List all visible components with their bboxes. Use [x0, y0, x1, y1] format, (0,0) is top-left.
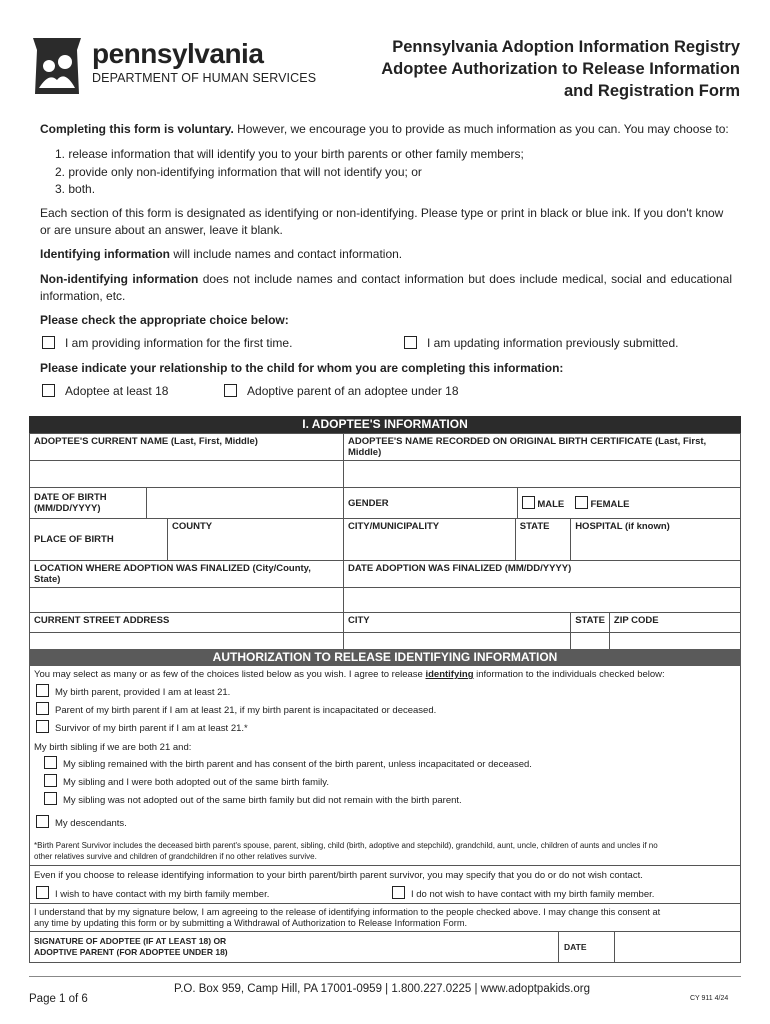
contact-intro: Even if you choose to release identifying information to your birth parent/birth parent survivor, you may specify that you do or do not wish contact. — [34, 870, 643, 881]
voluntary-text: Completing this form is voluntary. However, we encourage you to provide as much information as you can. You may choose to: — [40, 122, 729, 136]
county-field[interactable]: COUNTY — [168, 519, 344, 561]
place-of-birth-label: PLACE OF BIRTH — [30, 519, 168, 561]
checkbox[interactable] — [392, 886, 405, 899]
dob-label: DATE OF BIRTH (MM/DD/YYYY) — [30, 488, 147, 519]
first-time-option[interactable]: I am providing information for the first time. — [42, 336, 292, 350]
sibling-both-adopted-option[interactable]: My sibling and I were both adopted out of the same birth family. — [44, 774, 329, 788]
contact-yes-option[interactable]: I wish to have contact with my birth family member. — [36, 886, 269, 900]
check-prompt: Please check the appropriate choice below: — [40, 313, 289, 327]
department-name: DEPARTMENT OF HUMAN SERVICES — [92, 71, 317, 85]
checkbox[interactable] — [404, 336, 417, 349]
sibling-remained-option[interactable]: My sibling remained with the birth parent and has consent of the birth parent, unless incapacitated or deceased. — [44, 756, 532, 770]
birth-state-field[interactable]: STATE — [515, 519, 570, 561]
survivor-footnote: *Birth Parent Survivor includes the deceased birth parent's spouse, parent, sibling, child (birth, adoptive and stepchild), grandchild, aunt, uncle, children of aunts and uncles if no other relatives survive and children of grandchildren if no other relatives survive. — [34, 841, 658, 861]
brand-name: pennsylvania — [92, 38, 264, 69]
keystone-logo-icon — [27, 36, 87, 96]
adoptive-parent-option[interactable]: Adoptive parent of an adoptee under 18 — [224, 384, 459, 398]
city-municipality-field[interactable]: CITY/MUNICIPALITY — [344, 519, 516, 561]
checkbox[interactable] — [44, 774, 57, 787]
choice-list: 1. release information that will identify you to your birth parents or other family members; 2. provide only non-identifying information that will not identify you; or 3. both. — [55, 147, 524, 196]
auth-intro: You may select as many or as few of the choices listed below as you wish. I agree to release identifying information to the individuals checked below: — [34, 669, 665, 680]
date-finalized-field[interactable] — [344, 588, 741, 613]
signature-label: SIGNATURE OF ADOPTEE (IF AT LEAST 18) OR ADOPTIVE PARENT (FOR ADOPTEE UNDER 18) — [34, 936, 228, 957]
current-name-label: ADOPTEE'S CURRENT NAME (Last, First, Middle) — [30, 434, 344, 461]
sibling-intro: My birth sibling if we are both 21 and: — [34, 742, 192, 753]
footer-contact: P.O. Box 959, Camp Hill, PA 17001-0959 | 1.800.227.0225 | www.adoptpakids.org — [174, 983, 590, 995]
sibling-not-adopted-option[interactable]: My sibling was not adopted out of the same birth family but did not remain with the birth parent. — [44, 792, 462, 806]
section-adoptee-header: I. ADOPTEE'S INFORMATION — [29, 416, 741, 433]
checkbox[interactable] — [36, 684, 49, 697]
zip-label: ZIP CODE — [609, 613, 740, 633]
original-name-field[interactable] — [344, 461, 741, 488]
location-finalized-label: LOCATION WHERE ADOPTION WAS FINALIZED (City/County, State) — [30, 561, 344, 588]
updating-option[interactable]: I am updating information previously submitted. — [404, 336, 678, 350]
nonidentifying-text: Non-identifying information does not include names and contact information but does include medical, social and educational information, etc. — [40, 272, 732, 303]
signature-field[interactable] — [230, 932, 558, 962]
gender-label: GENDER — [344, 488, 518, 519]
checkbox[interactable] — [44, 792, 57, 805]
signature-statement: I understand that by my signature below, I am agreeing to the release of identifying information to the people checked above. I may change this consent at any time by updating this form or by submitting a Withdrawal of Authorization to Release Information Form. — [34, 907, 661, 928]
authorization-header: AUTHORIZATION TO RELEASE IDENTIFYING INFORMATION — [29, 649, 741, 666]
authorization-section — [29, 666, 741, 963]
checkbox[interactable] — [36, 886, 49, 899]
gender-options — [517, 488, 740, 519]
checkbox[interactable] — [42, 384, 55, 397]
parent-of-birth-parent-option[interactable]: Parent of my birth parent if I am at least 21, if my birth parent is incapacitated or deceased. — [36, 702, 436, 716]
designation-text: Each section of this form is designated as identifying or non-identifying. Please type or print in black or blue ink. If you don't know or are unsure about an answer, leave it blank. — [40, 206, 724, 237]
checkbox[interactable] — [575, 496, 588, 509]
checkbox[interactable] — [44, 756, 57, 769]
current-name-field[interactable] — [30, 461, 344, 488]
street-label: CURRENT STREET ADDRESS — [30, 613, 344, 633]
checkbox[interactable] — [224, 384, 237, 397]
location-finalized-field[interactable] — [30, 588, 344, 613]
checkbox[interactable] — [36, 702, 49, 715]
form-title: Pennsylvania Adoption Information Registry Adoptee Authorization to Release Information and Registration Form — [381, 38, 740, 100]
adoptee-option[interactable]: Adoptee at least 18 — [42, 384, 168, 398]
contact-no-option[interactable]: I do not wish to have contact with my birth family member. — [392, 886, 654, 900]
birth-parent-option[interactable]: My birth parent, provided I am at least 21. — [36, 684, 230, 698]
checkbox[interactable] — [36, 815, 49, 828]
checkbox[interactable] — [522, 496, 535, 509]
city-label: CITY — [344, 613, 571, 633]
female-option[interactable]: FEMALE — [575, 499, 630, 510]
date-label: DATE — [564, 942, 587, 952]
survivor-option[interactable]: Survivor of my birth parent if I am at least 21.* — [36, 720, 248, 734]
male-option[interactable]: MALE — [522, 499, 565, 510]
form-id: CY 911 4/24 — [690, 995, 729, 1002]
identifying-text: Identifying information will include names and contact information. — [40, 247, 403, 261]
state-label: STATE — [571, 613, 610, 633]
hospital-field[interactable]: HOSPITAL (if known) — [571, 519, 741, 561]
checkbox[interactable] — [42, 336, 55, 349]
page-number: Page 1 of 6 — [29, 993, 88, 1005]
date-field[interactable] — [615, 932, 740, 962]
checkbox[interactable] — [36, 720, 49, 733]
adoptee-info-table — [29, 433, 741, 657]
original-name-label: ADOPTEE'S NAME RECORDED ON ORIGINAL BIRTH CERTIFICATE (Last, First, Middle) — [344, 434, 741, 461]
dob-field[interactable] — [146, 488, 343, 519]
date-finalized-label: DATE ADOPTION WAS FINALIZED (MM/DD/YYYY) — [344, 561, 741, 588]
relationship-prompt: Please indicate your relationship to the child for whom you are completing this information: — [40, 361, 564, 375]
descendants-option[interactable]: My descendants. — [36, 815, 127, 829]
